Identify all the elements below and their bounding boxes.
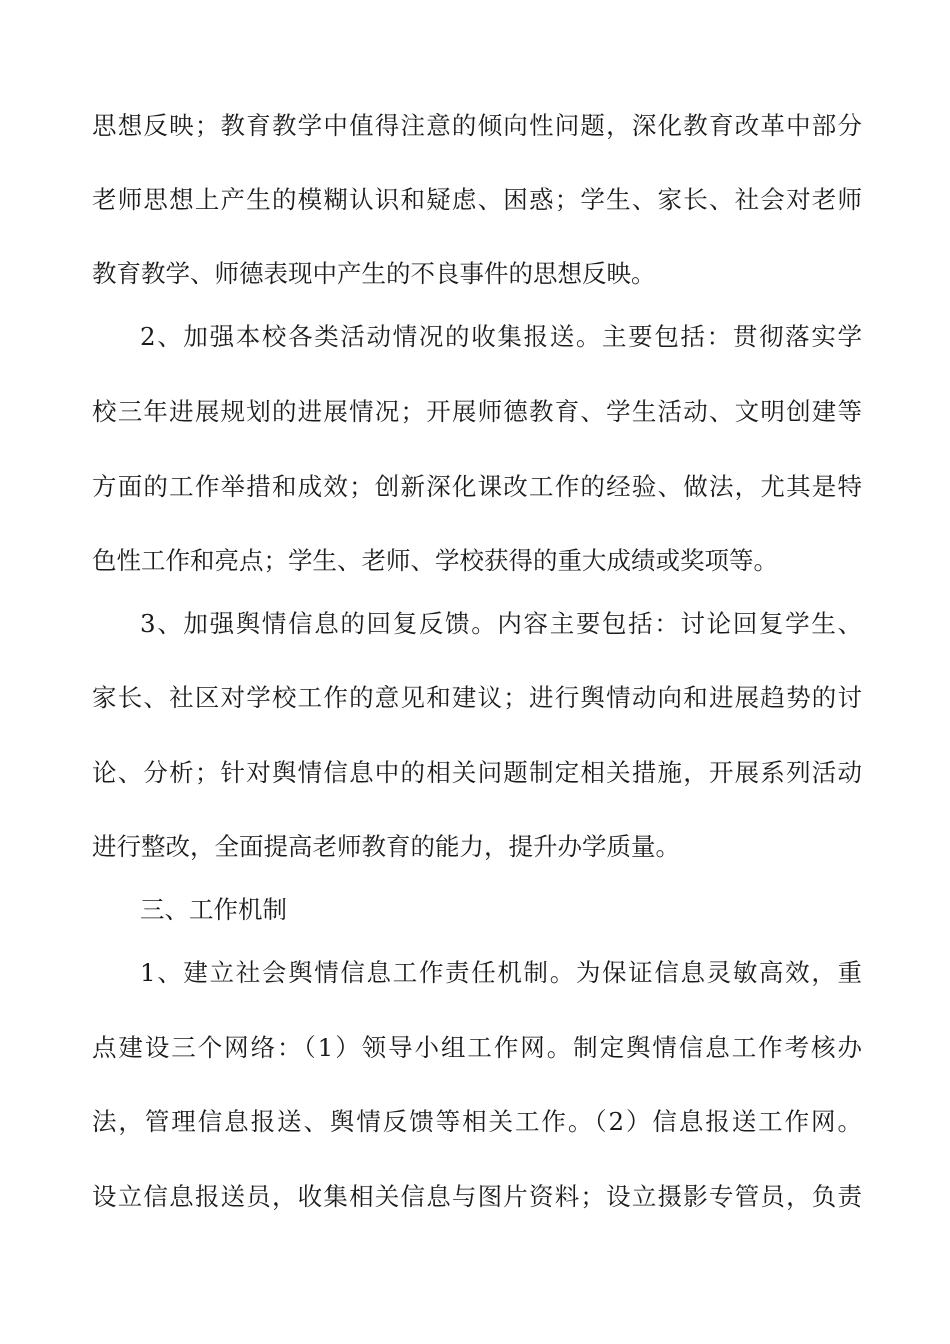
paragraph-line: 进行整改，全面提高老师教育的能力，提升办学质量。 xyxy=(92,832,680,861)
paragraph-line: 论、分析；针对舆情信息中的相关问题制定相关措施，开展系列活动 xyxy=(92,758,862,787)
paragraph-line: 方面的工作举措和成效；创新深化课改工作的经验、做法，尤其是特 xyxy=(92,472,862,501)
paragraph-line: 3、加强舆情信息的回复反馈。内容主要包括：讨论回复学生、 xyxy=(140,609,862,638)
paragraph-line: 思想反映；教育教学中值得注意的倾向性问题，深化教育改革中部分 xyxy=(92,111,862,140)
paragraph-line: 教育教学、师德表现中产生的不良事件的思想反映。 xyxy=(92,259,656,288)
paragraph-line: 老师思想上产生的模糊认识和疑虑、困惑；学生、家长、社会对老师 xyxy=(92,185,862,214)
paragraph-line: 法，管理信息报送、舆情反馈等相关工作。（2）信息报送工作网。 xyxy=(92,1107,862,1136)
paragraph-line: 设立信息报送员，收集相关信息与图片资料；设立摄影专管员，负责 xyxy=(92,1182,862,1211)
paragraph-line: 家长、社区对学校工作的意见和建议；进行舆情动向和进展趋势的讨 xyxy=(92,683,862,712)
paragraph-line: 1、建立社会舆情信息工作责任机制。为保证信息灵敏高效，重 xyxy=(140,958,862,987)
paragraph-line: 点建设三个网络：（1）领导小组工作网。制定舆情信息工作考核办 xyxy=(92,1033,862,1062)
paragraph-line: 校三年进展规划的进展情况；开展师德教育、学生活动、文明创建等 xyxy=(92,397,862,426)
paragraph-line: 2、加强本校各类活动情况的收集报送。主要包括：贯彻落实学 xyxy=(140,322,862,351)
section-heading: 三、工作机制 xyxy=(140,895,287,924)
paragraph-line: 色性工作和亮点；学生、老师、学校获得的重大成绩或奖项等。 xyxy=(92,546,778,575)
